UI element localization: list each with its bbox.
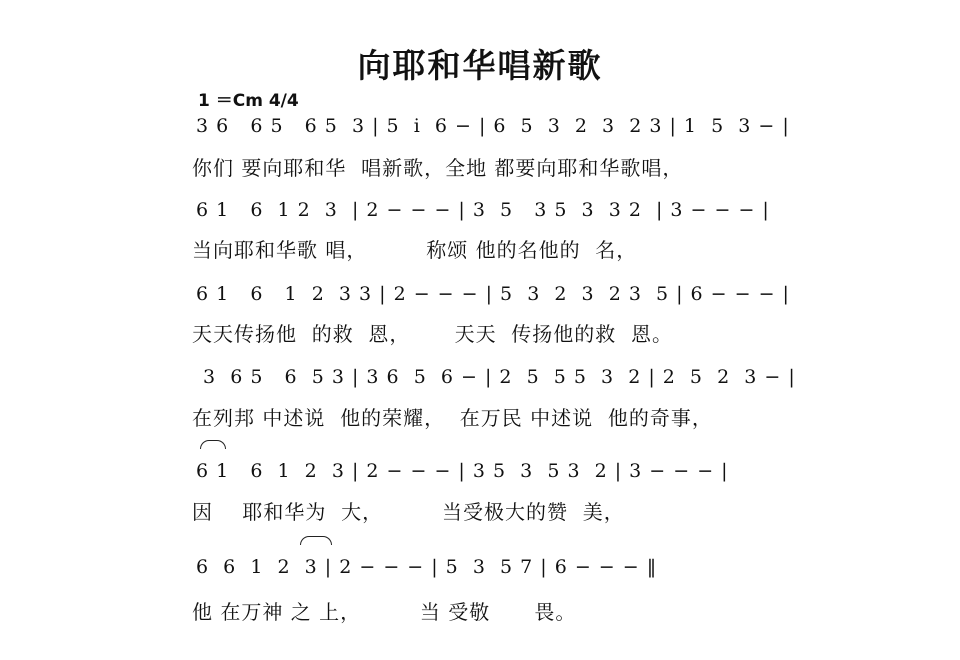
music-line-4: 3 6 5 6 5 3 | 3 6 5 6 − | 2 5 5 5 3 2 | 2 5 2 3 − | bbox=[196, 366, 796, 388]
song-title: 向耶和华唱新歌 bbox=[357, 46, 603, 85]
lyric-line-5: 因 耶和华为 大， 当受极大的赞 美， bbox=[192, 500, 625, 524]
lyric-line-6: 他 在万神 之 上， 当 受敬 畏。 bbox=[192, 600, 577, 624]
music-line-5: 6 1 6 1 2 3 | 2 − − − | 3 5 3 5 3 2 | 3 − − − | bbox=[196, 460, 729, 482]
music-line-6: 6 6 1 2 3 | 2 − − − | 5 3 5 7 | 6 − − − ‖ bbox=[196, 556, 658, 578]
lyric-line-3: 天天传扬他 的救 恩， 天天 传扬他的救 恩。 bbox=[192, 322, 674, 346]
music-line-1: 3 6 6 5 6 5 3 | 5 i 6 − | 6 5 3 2 3 2 3 | 1 5 3 − | bbox=[196, 115, 790, 137]
music-line-3: 6 1 6 1 2 3 3 | 2 − − − | 5 3 2 3 2 3 5 | 6 − − − | bbox=[196, 283, 790, 305]
key-signature: 1 ＝Cm 4/4 bbox=[198, 91, 299, 111]
slur-mark bbox=[300, 536, 332, 545]
slur-mark bbox=[200, 440, 226, 449]
lyric-line-1: 你们 要向耶和华 唱新歌，全地 都要向耶和华歌唱， bbox=[192, 156, 684, 180]
music-line-2: 6 1 6 1 2 3 | 2 − − − | 3 5 3 5 3 3 2 | 3 − − − | bbox=[196, 199, 770, 221]
lyric-line-4: 在列邦 中述说 他的荣耀， 在万民 中述说 他的奇事， bbox=[192, 406, 713, 430]
lyric-line-2: 当向耶和华歌 唱， 称颂 他的名他的 名， bbox=[192, 238, 638, 262]
